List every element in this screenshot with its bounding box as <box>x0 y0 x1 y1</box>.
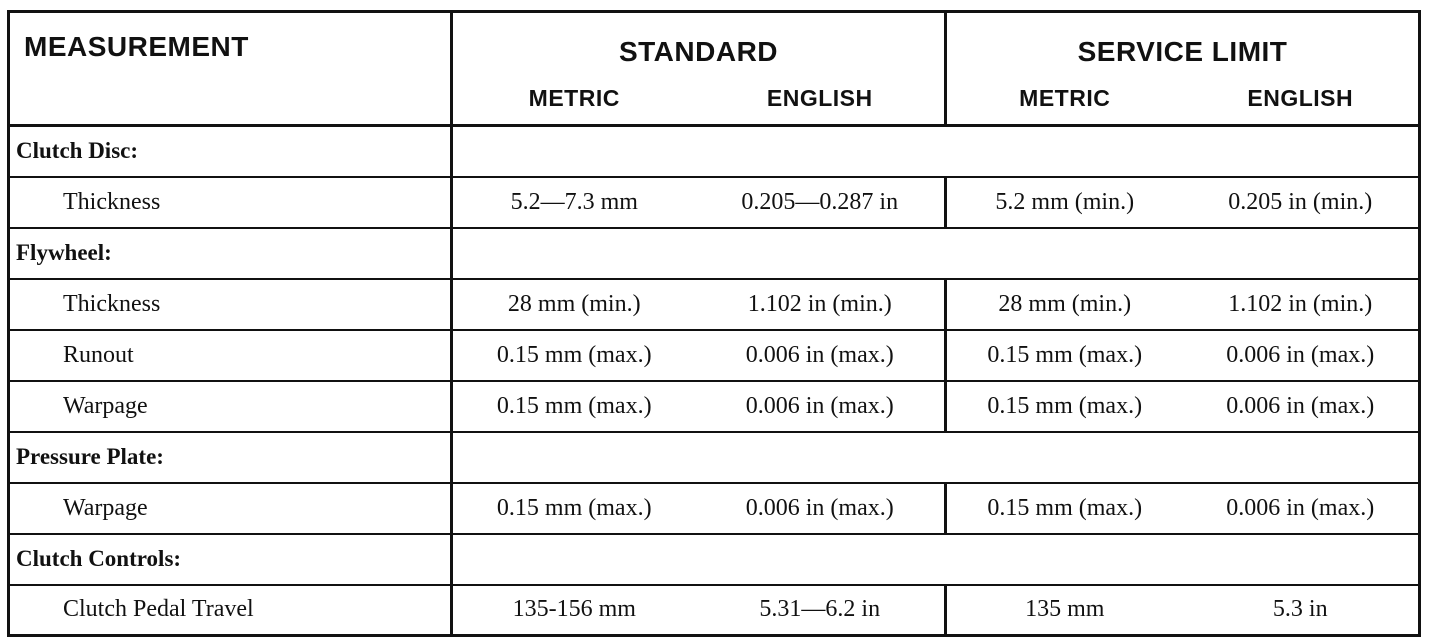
section-label: Clutch Disc: <box>9 126 452 177</box>
standard-header: STANDARD <box>452 12 946 74</box>
service-english-header: ENGLISH <box>1183 74 1420 126</box>
standard-metric-header: METRIC <box>452 74 696 126</box>
section-label: Clutch Controls: <box>9 534 452 585</box>
service-metric-cell: 5.2 mm (min.) <box>946 177 1183 228</box>
row-label: Clutch Pedal Travel <box>9 585 452 636</box>
standard-english-cell: 0.006 in (max.) <box>696 483 946 534</box>
standard-english-cell: 1.102 in (min.) <box>696 279 946 330</box>
measurement-header: MEASUREMENT <box>9 12 452 126</box>
standard-english-cell: 0.006 in (max.) <box>696 381 946 432</box>
section-row <box>9 126 1420 177</box>
standard-metric-cell: 5.2—7.3 mm <box>452 177 696 228</box>
standard-metric-cell: 0.15 mm (max.) <box>452 483 696 534</box>
service-metric-cell: 0.15 mm (max.) <box>946 483 1183 534</box>
section-fill <box>452 228 1420 279</box>
table-row <box>9 279 1420 330</box>
service-metric-cell: 0.15 mm (max.) <box>946 381 1183 432</box>
standard-english-cell: 5.31—6.2 in <box>696 585 946 636</box>
service-english-cell: 0.006 in (max.) <box>1183 330 1420 381</box>
service-limit-header: SERVICE LIMIT <box>1077 35 1288 67</box>
service-metric-header: METRIC <box>946 74 1183 126</box>
standard-english-cell: 0.006 in (max.) <box>696 330 946 381</box>
table-row <box>9 483 1420 534</box>
standard-metric-cell: 0.15 mm (max.) <box>452 381 696 432</box>
service-english-cell: 0.006 in (max.) <box>1183 483 1420 534</box>
table-row <box>9 330 1420 381</box>
row-label: Thickness <box>9 279 452 330</box>
standard-english-header: ENGLISH <box>696 74 946 126</box>
section-fill <box>452 432 1420 483</box>
service-metric-cell: 135 mm <box>946 585 1183 636</box>
specifications-table <box>7 10 1421 637</box>
header-row-top <box>9 12 1420 74</box>
section-label: Flywheel: <box>9 228 452 279</box>
standard-english-cell: 0.205—0.287 in <box>696 177 946 228</box>
standard-metric-cell: 0.15 mm (max.) <box>452 330 696 381</box>
section-row <box>9 534 1420 585</box>
row-label: Warpage <box>9 381 452 432</box>
service-english-cell: 1.102 in (min.) <box>1183 279 1420 330</box>
section-fill <box>452 534 1420 585</box>
service-metric-cell: 28 mm (min.) <box>946 279 1183 330</box>
row-label: Runout <box>9 330 452 381</box>
section-fill <box>452 126 1420 177</box>
service-english-cell: 0.205 in (min.) <box>1183 177 1420 228</box>
section-row <box>9 432 1420 483</box>
service-english-cell: 0.006 in (max.) <box>1183 381 1420 432</box>
service-english-cell: 5.3 in <box>1183 585 1420 636</box>
standard-metric-cell: 135-156 mm <box>452 585 696 636</box>
section-row <box>9 228 1420 279</box>
service-metric-cell: 0.15 mm (max.) <box>946 330 1183 381</box>
row-label: Warpage <box>9 483 452 534</box>
standard-metric-cell: 28 mm (min.) <box>452 279 696 330</box>
table-row <box>9 381 1420 432</box>
table-row <box>9 585 1420 636</box>
section-label: Pressure Plate: <box>9 432 452 483</box>
row-label: Thickness <box>9 177 452 228</box>
table-row <box>9 177 1420 228</box>
